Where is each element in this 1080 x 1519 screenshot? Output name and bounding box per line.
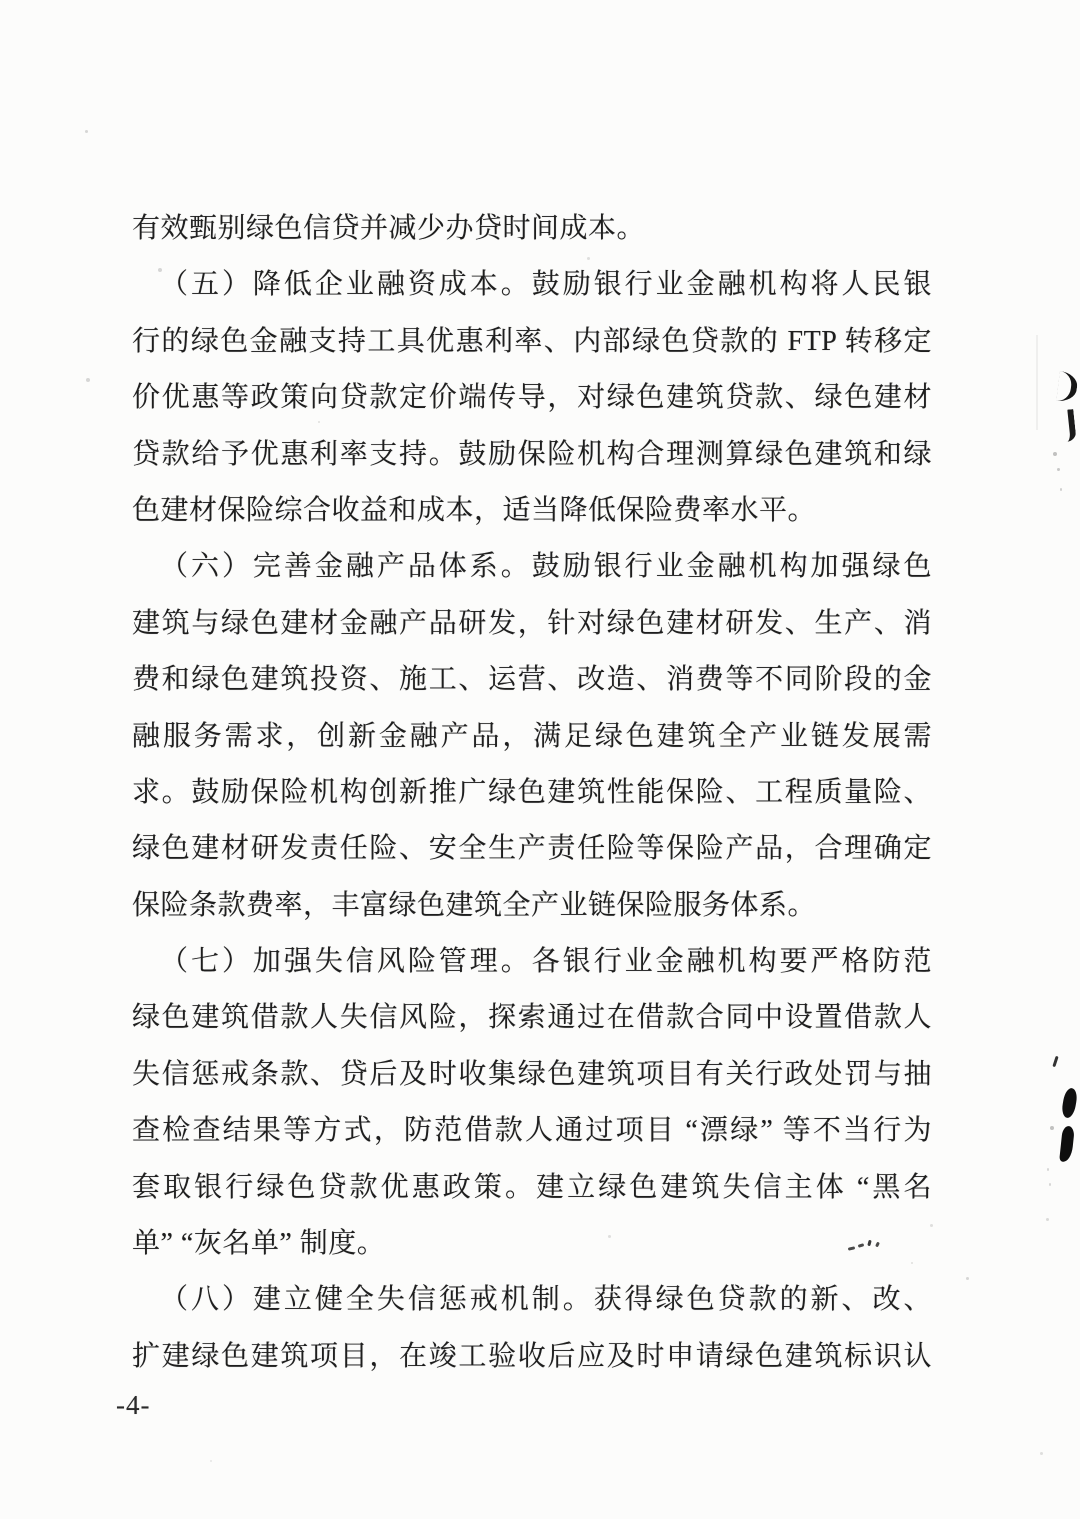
ink-mark	[1059, 1125, 1075, 1162]
text-line: 套取银行绿色贷款优惠政策。建立绿色建筑失信主体 “黑名	[132, 1171, 932, 1203]
scan-speckle	[85, 130, 88, 133]
ink-mark	[1056, 371, 1079, 403]
text-line: 价优惠等政策向贷款定价端传导，对绿色建筑贷款、绿色建材	[132, 382, 932, 414]
scan-speckle	[210, 1460, 212, 1462]
scan-speckle	[293, 563, 296, 566]
scan-speckle	[1053, 452, 1057, 456]
scan-speckle	[1057, 468, 1060, 471]
text-line: 行的绿色金融支持工具优惠利率、内部绿色贷款的 FTP 转移定	[132, 325, 932, 357]
paragraph-item-5	[132, 257, 932, 539]
scan-speckle	[86, 378, 90, 382]
ink-mark	[1060, 1087, 1078, 1119]
paragraph-item-8	[132, 1272, 932, 1385]
scan-speckle	[608, 1235, 611, 1238]
scan-speckle	[1050, 1126, 1054, 1130]
pen-squiggle	[848, 1238, 890, 1254]
scan-speckle	[966, 1277, 969, 1280]
scan-speckle	[158, 268, 162, 272]
text-line: 绿色建筑借款人失信风险，探索通过在借款合同中设置借款人	[132, 1002, 932, 1034]
scan-speckle	[911, 1262, 913, 1264]
ink-mark	[1053, 409, 1076, 443]
text-line: 保险条款费率，丰富绿色建筑全产业链保险服务体系。	[132, 889, 817, 921]
text-line: 有效甄别绿色信贷并减少办贷时间成本。	[132, 213, 646, 244]
scan-speckle	[1060, 488, 1062, 491]
text-line: 查检查结果等方式，防范借款人通过项目 “漂绿” 等不当行为	[132, 1115, 932, 1147]
scan-speckle	[700, 1340, 702, 1342]
scan-speckle	[587, 257, 590, 260]
scan-speckle	[1046, 1218, 1049, 1221]
text-line: 单” “灰名单” 制度。	[132, 1228, 386, 1260]
text-line: 绿色建材研发责任险、安全生产责任险等保险产品，合理确定	[132, 833, 932, 865]
text-line: （五）降低企业融资成本。鼓励银行业金融机构将人民银	[160, 269, 932, 301]
page-number: -4-	[116, 1390, 151, 1420]
scan-speckle	[1047, 1168, 1049, 1171]
text-line: 求。鼓励保险机构创新推广绿色建筑性能保险、工程质量险、	[132, 776, 932, 808]
text-line: （八）建立健全失信惩戒机制。获得绿色贷款的新、改、	[160, 1284, 932, 1316]
document-body	[132, 201, 932, 1385]
scan-speckle	[1049, 1183, 1051, 1186]
text-line: 贷款给予优惠利率支持。鼓励保险机构合理测算绿色建筑和绿	[132, 438, 932, 470]
scan-streak	[1036, 335, 1038, 430]
paragraph-continuation	[132, 201, 932, 257]
text-line: 色建材保险综合收益和成本，适当降低保险费率水平。	[132, 494, 817, 526]
scan-speckle	[1040, 1452, 1043, 1455]
text-line: （六）完善金融产品体系。鼓励银行业金融机构加强绿色	[160, 551, 932, 583]
text-line: 失信惩戒条款、贷后及时收集绿色建筑项目有关行政处罚与抽	[132, 1058, 932, 1090]
ink-mark	[1052, 1056, 1058, 1067]
text-line: 费和绿色建筑投资、施工、运营、改造、消费等不同阶段的金	[132, 664, 932, 696]
text-line: （七）加强失信风险管理。各银行业金融机构要严格防范	[160, 946, 932, 978]
paragraph-item-6	[132, 539, 932, 934]
paragraph-item-7	[132, 934, 932, 1272]
text-line: 扩建绿色建筑项目，在竣工验收后应及时申请绿色建筑标识认	[132, 1340, 932, 1372]
text-line: 建筑与绿色建材金融产品研发，针对绿色建材研发、生产、消	[132, 607, 932, 639]
scan-speckle	[318, 421, 320, 423]
scan-speckle	[930, 1224, 933, 1227]
text-line: 融服务需求，创新金融产品，满足绿色建筑全产业链发展需	[132, 720, 932, 752]
